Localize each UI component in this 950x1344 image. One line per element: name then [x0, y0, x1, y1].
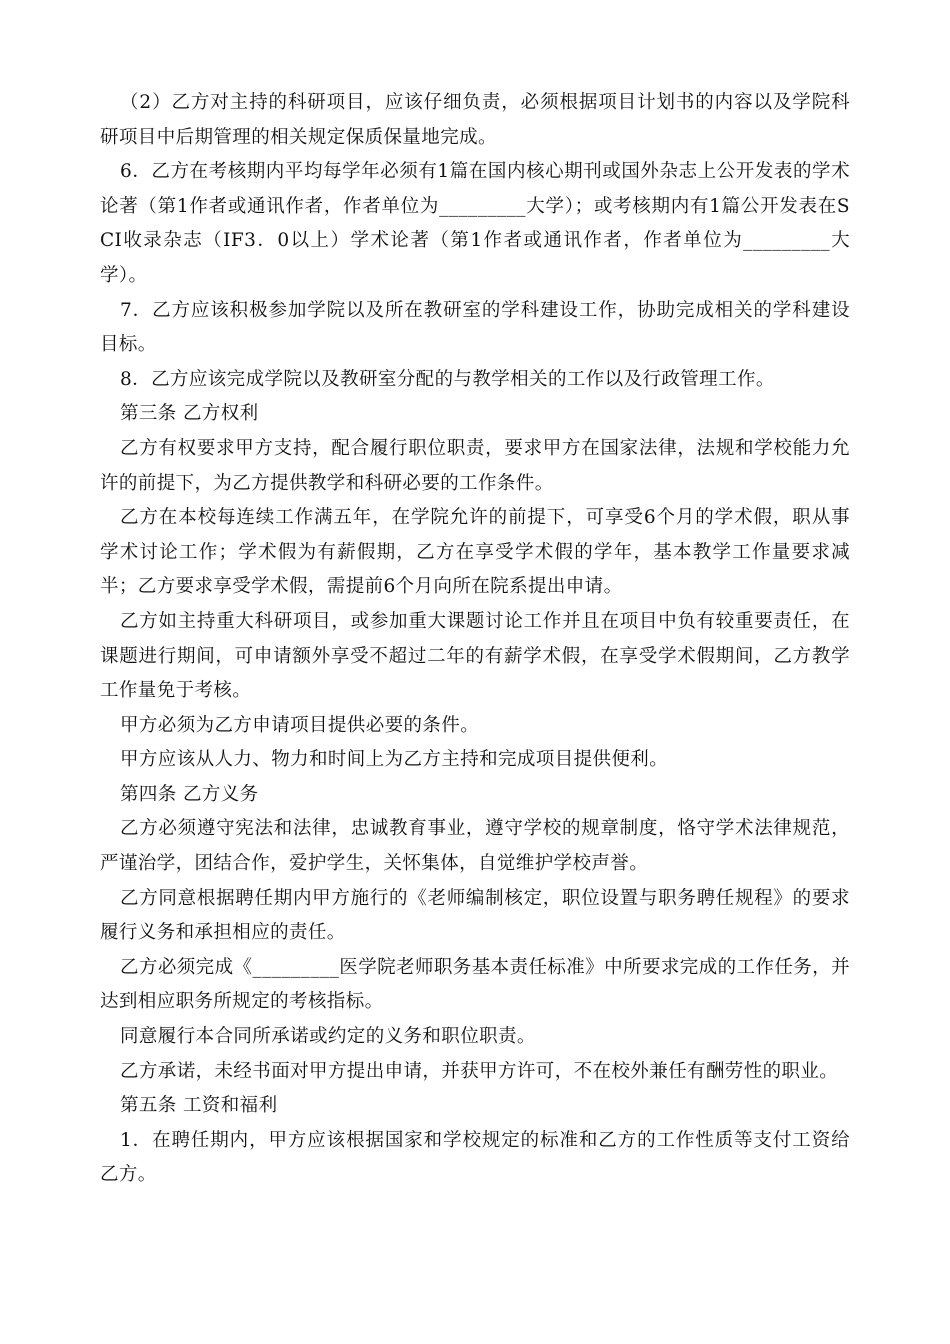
- clause-paragraph: 乙方在本校每连续工作满五年，在学院允许的前提下，可享受6个月的学术假，职从事学术讨论工作；学术假为有薪假期，乙方在享受学术假的学年，基本教学工作量要求减半；乙方要求享受学术假，需提前6个月向所在院系提出申请。: [100, 507, 850, 598]
- clause-paragraph: 乙方必须遵守宪法和法律，忠诚教育事业，遵守学校的规章制度，恪守学术法律规范，严谨治学，团结合作，爱护学生，关怀集体，自觉维护学校声誉。: [100, 818, 850, 875]
- clause-paragraph: 同意履行本合同所承诺或约定的义务和职位职责。: [120, 1026, 536, 1048]
- document-body: [100, 86, 850, 1193]
- section-heading: 第三条 乙方权利: [120, 403, 259, 425]
- clause-paragraph: 乙方必须完成《_________医学院老师职务基本责任标准》中所要求完成的工作任务，并达到相应职务所规定的考核指标。: [100, 956, 850, 1013]
- clause-paragraph: 甲方应该从人力、物力和时间上为乙方主持和完成项目提供便利。: [120, 749, 669, 771]
- clause-paragraph: 甲方必须为乙方申请项目提供必要的条件。: [120, 714, 480, 736]
- clause-paragraph: 乙方有权要求甲方支持，配合履行职位职责，要求甲方在国家法律，法规和学校能力允许的前提下，为乙方提供教学和科研必要的工作条件。: [100, 437, 850, 494]
- section-heading: 第四条 乙方义务: [120, 783, 259, 805]
- clause-paragraph: 乙方如主持重大科研项目，或参加重大课题讨论工作并且在项目中负有较重要责任，在课题进行期间，可申请额外享受不超过二年的有薪学术假，在享受学术假期间，乙方教学工作量免于考核。: [100, 610, 850, 702]
- clause-paragraph: 乙方承诺，未经书面对甲方提出申请，并获甲方许可，不在校外兼任有酬劳性的职业。: [120, 1060, 839, 1082]
- clause-paragraph: 6．乙方在考核期内平均每学年必须有1篇在国内核心期刊或国外杂志上公开发表的学术论著（第1作者或通讯作者，作者单位为_________大学）；或考核期内有1篇公开发表在SCI收录杂志（IF3．0以上）学术论著（第1作者或通讯作者，作者单位为_________大学）。: [100, 161, 850, 286]
- clause-paragraph: 7．乙方应该积极参加学院以及所在教研室的学科建设工作，协助完成相关的学科建设目标。: [100, 299, 850, 356]
- clause-paragraph: （2）乙方对主持的科研项目，应该仔细负责，必须根据项目计划书的内容以及学院科研项目中后期管理的相关规定保质保量地完成。: [100, 92, 850, 148]
- clause-paragraph: 1．在聘任期内，甲方应该根据国家和学校规定的标准和乙方的工作性质等支付工资给乙方。: [100, 1129, 850, 1186]
- clause-paragraph: 乙方同意根据聘任期内甲方施行的《老师编制核定，职位设置与职务聘任规程》的要求履行义务和承担相应的责任。: [100, 887, 850, 944]
- clause-paragraph: 8．乙方应该完成学院以及教研室分配的与教学相关的工作以及行政管理工作。: [120, 368, 775, 390]
- section-heading: 第五条 工资和福利: [120, 1095, 278, 1117]
